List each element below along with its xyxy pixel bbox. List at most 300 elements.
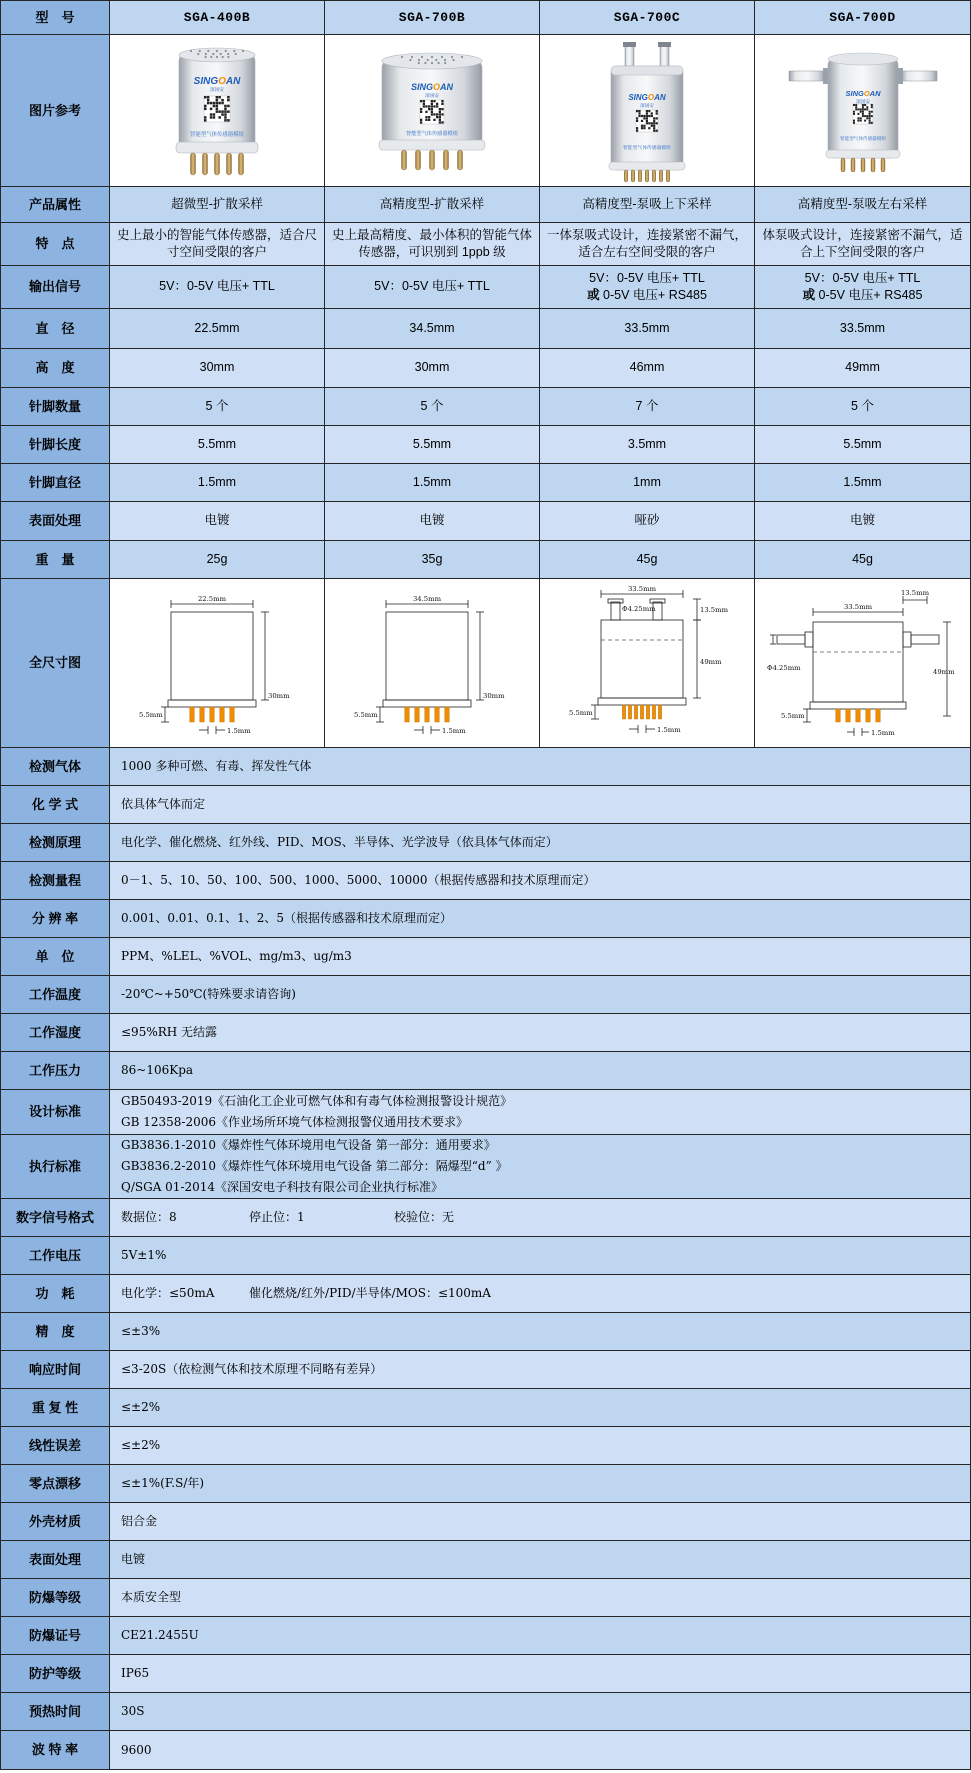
row-label: 单 位: [1, 938, 110, 975]
pin-shape: [200, 707, 204, 722]
info-value: 86~106Kpa: [121, 1063, 194, 1077]
pin-shape: [855, 709, 859, 722]
sensor-photo-svg: [137, 38, 297, 184]
photo-caption: 智能型气体传感器模组: [406, 130, 458, 137]
pin-shape: [628, 705, 631, 719]
spec-value-cell: [325, 502, 540, 540]
spec-value: 25g: [206, 551, 228, 566]
info-value: -20℃~+50℃(特殊要求请咨询): [121, 987, 296, 1001]
spec-row: [1, 541, 970, 579]
row-label: 针脚直径: [1, 464, 110, 501]
spec-value-cell: [755, 223, 970, 265]
spec-value: 高精度型-泵吸左右采样: [797, 196, 928, 211]
dimension-diagram-cell-2: [540, 579, 755, 747]
info-value: ≤±1%(F.S/年): [121, 1476, 205, 1490]
spec-value: 45g: [636, 551, 658, 566]
info-value-segment: 数据位：8: [121, 1210, 177, 1224]
row-label: 精 度: [1, 1313, 110, 1350]
spec-value-cell: [540, 349, 755, 387]
spec-row: [1, 309, 970, 349]
spec-value-cell: [325, 426, 540, 463]
spec-value-cell: [755, 464, 970, 501]
dimension-label: 1.5mm: [442, 727, 466, 735]
spec-value-cell: [540, 309, 755, 348]
info-value-cell: [110, 1503, 970, 1540]
spec-value-cell: [755, 541, 970, 578]
spec-value-cell: [325, 187, 540, 222]
dimension-label: 1.5mm: [870, 729, 895, 737]
pin-shape: [652, 705, 655, 719]
spec-value-cell: [110, 309, 325, 348]
spec-value: 30mm: [199, 360, 235, 375]
row-label: 重 复 性: [1, 1389, 110, 1426]
info-value-cell: [110, 1275, 970, 1312]
pin-shape: [841, 158, 845, 172]
info-value-cell: [110, 1427, 970, 1464]
row-label: 表面处理: [1, 502, 110, 540]
pin-shape: [227, 153, 232, 175]
info-row: [1, 976, 970, 1014]
info-value-cell: [110, 1693, 970, 1730]
spec-value: 45g: [852, 551, 873, 566]
pin-shape: [646, 705, 649, 719]
spec-value-cell: [110, 541, 325, 578]
row-label: 防爆等级: [1, 1579, 110, 1616]
spec-value-cell: [540, 464, 755, 501]
row-label: 防护等级: [1, 1655, 110, 1692]
spec-value-cell: [110, 388, 325, 425]
spec-value-cell: [755, 388, 970, 425]
pin-shape: [458, 150, 463, 170]
spec-value: 5 个: [205, 398, 229, 413]
spec-value: 35g: [421, 551, 443, 566]
row-label: 输出信号: [1, 266, 110, 308]
info-value-cell: [110, 1090, 970, 1134]
pin-shape: [871, 158, 875, 172]
info-value-segment: 电化学：≤50mA: [121, 1286, 215, 1300]
product-photo-2: [540, 35, 755, 186]
spec-row: [1, 187, 970, 223]
info-value-cell: [110, 1135, 970, 1198]
photo-caption: 智能型气体传感器模组: [623, 145, 671, 151]
spec-value-cell: [540, 266, 755, 308]
info-value-cell: [110, 1052, 970, 1089]
spec-value: 5.5mm: [843, 436, 882, 451]
pin-shape: [190, 707, 194, 722]
row-label: 响应时间: [1, 1351, 110, 1388]
pin-shape: [622, 705, 625, 719]
row-label: 特 点: [1, 223, 110, 265]
row-label: 工作湿度: [1, 1014, 110, 1051]
info-value-segment: 停止位：1: [249, 1210, 305, 1224]
info-value: ≤±2%: [121, 1400, 161, 1414]
pin-shape: [851, 158, 855, 172]
pin-shape: [430, 150, 435, 170]
info-row: [1, 1313, 970, 1351]
info-row: [1, 786, 970, 824]
info-value-cell: [110, 824, 970, 861]
dimension-label: Φ4.25mm: [766, 664, 801, 672]
spec-value: 体泵吸式设计，连接紧密不漏气，适合上下空间受限的客户: [762, 227, 963, 259]
pin-shape: [658, 705, 661, 719]
row-label: 数字信号格式: [1, 1199, 110, 1236]
info-value: 0－1、5、10、50、100、500、1000、5000、10000（根据传感器和技术原理而定）: [121, 873, 596, 887]
pin-shape: [845, 709, 849, 722]
dimension-label: 5.5mm: [569, 709, 593, 717]
spec-value: 超微型-扩散采样: [171, 196, 263, 211]
info-value-cell: [110, 748, 970, 785]
info-value-cell: [110, 900, 970, 937]
dimension-label: 5.5mm: [354, 711, 378, 719]
dimension-diagram: [119, 582, 315, 744]
info-value-cell: [110, 1237, 970, 1274]
pin-shape: [640, 705, 643, 719]
row-label: 外壳材质: [1, 1503, 110, 1540]
info-value: 铝合金: [121, 1514, 158, 1528]
row-label: 表面处理: [1, 1541, 110, 1578]
dimension-label: 22.5mm: [197, 595, 227, 603]
pin-shape: [210, 707, 214, 722]
info-value-line: GB 12358-2006《作业场所环境气体检测报警仪通用技术要求》: [121, 1115, 468, 1129]
spec-value-cell: [110, 464, 325, 501]
dimension-diagram-cell-0: [110, 579, 325, 747]
info-row: [1, 748, 970, 786]
info-row: [1, 938, 970, 976]
row-label: 功 耗: [1, 1275, 110, 1312]
dimension-label: 49mm: [932, 668, 955, 676]
pin-shape: [645, 170, 648, 182]
pin-shape: [402, 150, 407, 170]
dimension-diagram-row: [1, 579, 970, 748]
spec-value: 49mm: [845, 360, 880, 375]
pin-shape: [425, 707, 429, 722]
pin-shape: [634, 705, 637, 719]
info-row: [1, 1731, 970, 1769]
row-label-diagram: 全尺寸图: [1, 579, 110, 747]
dimension-diagram-cell-3: [755, 579, 970, 747]
spec-value: 高精度型-泵吸上下采样: [582, 196, 712, 211]
dimension-diagram: [549, 582, 745, 744]
brand-chinese: 深国安: [210, 86, 224, 92]
row-label: 针脚长度: [1, 426, 110, 463]
table-header-row: [1, 1, 970, 35]
row-label: 分 辨 率: [1, 900, 110, 937]
spec-row: [1, 223, 970, 266]
pin-shape: [405, 707, 409, 722]
spec-value-cell: [110, 266, 325, 308]
info-row: [1, 1351, 970, 1389]
spec-row: [1, 464, 970, 502]
pin-shape: [659, 170, 662, 182]
pin-shape: [861, 158, 865, 172]
spec-value-line: 5V：0-5V 电压+ TTL: [374, 279, 490, 294]
spec-value-cell: [755, 266, 970, 308]
spec-value-cell: [755, 349, 970, 387]
pin-shape: [239, 153, 244, 175]
spec-row: [1, 388, 970, 426]
brand-logo: SINGOAN: [410, 81, 454, 92]
model-header-3: SGA-700D: [755, 1, 970, 34]
spec-value-cell: [325, 223, 540, 265]
info-value: 0.001、0.01、0.1、1、2、5（根据传感器和技术原理而定）: [121, 911, 453, 925]
info-row: [1, 1541, 970, 1579]
row-label: 针脚数量: [1, 388, 110, 425]
spec-value: 5 个: [420, 398, 444, 413]
spec-value: 33.5mm: [839, 320, 886, 335]
dimension-label: 5.5mm: [139, 711, 163, 719]
spec-value-cell: [110, 187, 325, 222]
spec-row: [1, 502, 970, 541]
spec-value-line: 或 0-5V 电压+ RS485: [802, 288, 923, 302]
info-value-cell: [110, 1465, 970, 1502]
model-header-2: SGA-700C: [540, 1, 755, 34]
info-value-segment: 催化燃烧/红外/PID/半导体/MOS：≤100mA: [249, 1286, 491, 1300]
spec-value: 哑砂: [634, 513, 660, 528]
info-value-cell: [110, 1389, 970, 1426]
row-label: 设计标准: [1, 1090, 110, 1134]
row-label: 检测量程: [1, 862, 110, 899]
product-photo-1: [325, 35, 540, 186]
model-header-0: SGA-400B: [110, 1, 325, 34]
info-value: ≤95%RH 无结露: [121, 1025, 218, 1039]
dimension-label: 33.5mm: [627, 585, 657, 593]
info-value: ≤±2%: [121, 1438, 161, 1452]
info-row: [1, 1014, 970, 1052]
info-row: [1, 1693, 970, 1731]
info-value-cell: [110, 1731, 970, 1769]
info-row: [1, 1503, 970, 1541]
brand-chinese: 深国安: [640, 102, 654, 108]
spec-value: 高精度型-扩散采样: [379, 196, 485, 211]
spec-value: 7 个: [635, 398, 659, 413]
info-value-cell: [110, 862, 970, 899]
spec-value: 1.5mm: [412, 474, 452, 489]
info-value-cell: [110, 786, 970, 823]
info-value-cell: [110, 976, 970, 1013]
info-row: [1, 862, 970, 900]
spec-value: 史上最小的智能气体传感器，适合尺寸空间受限的客户: [117, 227, 318, 259]
pin-shape: [881, 158, 885, 172]
info-value: 电化学、催化燃烧、红外线、PID、MOS、半导体、光学波导（依具体气体而定）: [121, 835, 558, 849]
info-row: [1, 1617, 970, 1655]
row-label: 工作电压: [1, 1237, 110, 1274]
pin-shape: [445, 707, 449, 722]
row-label: 预热时间: [1, 1693, 110, 1730]
spec-value: 1.5mm: [197, 474, 237, 489]
info-value: ≤3-20S（依检测气体和技术原理不同略有差异）: [121, 1362, 383, 1376]
row-label: 线性误差: [1, 1427, 110, 1464]
pin-shape: [666, 170, 669, 182]
pin-shape: [230, 707, 234, 722]
info-value: ≤±3%: [121, 1324, 161, 1338]
pin-shape: [631, 170, 634, 182]
pin-shape: [444, 150, 449, 170]
info-value-cell: [110, 938, 970, 975]
spec-value-cell: [325, 309, 540, 348]
spec-value-line: 5V：0-5V 电压+ TTL: [159, 279, 275, 294]
brand-logo: SINGOAN: [628, 92, 666, 102]
sensor-photo-svg: [567, 38, 727, 184]
brand-logo: SINGOAN: [193, 75, 241, 87]
spec-row: [1, 349, 970, 388]
info-value: 依具体气体而定: [121, 797, 206, 811]
photo-caption: 智能型气体传感器模组: [839, 135, 886, 141]
spec-value: 30mm: [414, 360, 450, 375]
info-row: [1, 1655, 970, 1693]
spec-value: 1.5mm: [843, 474, 882, 489]
dimension-label: 13.5mm: [900, 589, 929, 597]
info-value: IP65: [121, 1666, 150, 1680]
spec-value-cell: [325, 388, 540, 425]
info-row: [1, 1275, 970, 1313]
spec-value-cell: [325, 266, 540, 308]
pin-shape: [624, 170, 627, 182]
pin-shape: [652, 170, 655, 182]
pin-shape: [875, 709, 879, 722]
info-value-line: GB3836.1-2010《爆炸性气体环境用电气设备 第一部分：通用要求》: [121, 1138, 496, 1152]
spec-value: 22.5mm: [194, 320, 240, 335]
pin-shape: [415, 707, 419, 722]
spec-value-cell: [110, 502, 325, 540]
row-label: 化 学 式: [1, 786, 110, 823]
info-row: [1, 1052, 970, 1090]
info-value: 5V±1%: [121, 1248, 167, 1262]
spec-value: 史上最高精度、最小体积的智能气体传感器，可识别到 1ppb 级: [332, 227, 533, 259]
pin-shape: [220, 707, 224, 722]
pin-shape: [191, 153, 196, 175]
spec-value: 33.5mm: [624, 320, 670, 335]
info-row: [1, 1135, 970, 1199]
row-label: 工作压力: [1, 1052, 110, 1089]
pin-shape: [435, 707, 439, 722]
spec-row: [1, 266, 970, 309]
spec-value-cell: [325, 464, 540, 501]
dimension-label: 34.5mm: [412, 595, 442, 603]
info-value-cell: [110, 1351, 970, 1388]
info-value: 1000 多种可燃、有毒、挥发性气体: [121, 759, 312, 773]
brand-logo: SINGOAN: [844, 88, 881, 98]
spec-value-cell: [755, 187, 970, 222]
spec-value-cell: [110, 426, 325, 463]
spec-row: [1, 426, 970, 464]
spec-value-line: 5V：0-5V 电压+ TTL: [589, 270, 705, 285]
spec-value-cell: [540, 541, 755, 578]
spec-value-cell: [755, 426, 970, 463]
row-label-model: 型 号: [1, 1, 110, 34]
spec-value: 5.5mm: [412, 436, 452, 451]
row-label-image: 图片参考: [1, 35, 110, 186]
row-label: 防爆证号: [1, 1617, 110, 1654]
row-label: 检测气体: [1, 748, 110, 785]
brand-chinese: 深国安: [425, 92, 439, 98]
info-row: [1, 1465, 970, 1503]
row-label: 产品属性: [1, 187, 110, 222]
row-label: 重 量: [1, 541, 110, 578]
pin-shape: [416, 150, 421, 170]
info-value-cell: [110, 1199, 970, 1236]
spec-value-cell: [325, 541, 540, 578]
info-row: [1, 1199, 970, 1237]
info-value-line: Q/SGA 01-2014《深国安电子科技有限公司企业执行标准》: [121, 1180, 444, 1194]
spec-value: 1mm: [633, 474, 661, 489]
product-image-row: [1, 35, 970, 187]
info-value-line: GB3836.2-2010《爆炸性气体环境用电气设备 第二部分：隔爆型“d” 》: [121, 1159, 508, 1173]
info-value: CE21.2455U: [121, 1628, 199, 1642]
info-value-cell: [110, 1617, 970, 1654]
spec-value-cell: [325, 349, 540, 387]
info-value: 电镀: [121, 1552, 146, 1566]
dimension-diagram: [334, 582, 530, 744]
spec-value: 3.5mm: [627, 436, 667, 451]
spec-value: 电镀: [204, 513, 230, 528]
dimension-label: 5.5mm: [780, 712, 805, 720]
info-row: [1, 900, 970, 938]
spec-value: 46mm: [629, 360, 665, 375]
spec-value-cell: [540, 187, 755, 222]
pin-shape: [835, 709, 839, 722]
product-photo-0: [110, 35, 325, 186]
spec-value-line: 5V：0-5V 电压+ TTL: [804, 270, 921, 285]
info-row: [1, 1579, 970, 1617]
spec-value-line: 或 0-5V 电压+ RS485: [587, 288, 707, 302]
dimension-label: 33.5mm: [843, 603, 872, 611]
dimension-label: Φ4.25mm: [622, 605, 656, 613]
pin-shape: [865, 709, 869, 722]
spec-value-cell: [110, 349, 325, 387]
spec-value-cell: [540, 426, 755, 463]
spec-value-cell: [755, 502, 970, 540]
sensor-photo-svg: [352, 38, 512, 184]
dimension-label: 30mm: [268, 692, 290, 700]
info-row: [1, 824, 970, 862]
spec-value: 电镀: [849, 513, 875, 528]
spec-value-cell: [540, 388, 755, 425]
info-value-cell: [110, 1655, 970, 1692]
info-row: [1, 1237, 970, 1275]
spec-value: 5.5mm: [197, 436, 237, 451]
info-value-cell: [110, 1579, 970, 1616]
row-label: 直 径: [1, 309, 110, 348]
spec-value-cell: [540, 223, 755, 265]
spec-value: 电镀: [419, 513, 445, 528]
dimension-label: 30mm: [483, 692, 505, 700]
dimension-label: 13.5mm: [700, 606, 729, 614]
sensor-photo-svg: [783, 38, 943, 184]
info-row: [1, 1427, 970, 1465]
pin-shape: [203, 153, 208, 175]
row-label: 检测原理: [1, 824, 110, 861]
pin-shape: [215, 153, 220, 175]
row-label: 高 度: [1, 349, 110, 387]
info-value-line: GB50493-2019《石油化工企业可燃气体和有毒气体检测报警设计规范》: [121, 1094, 513, 1108]
pin-shape: [638, 170, 641, 182]
dimension-diagram: [765, 582, 961, 744]
info-row: [1, 1090, 970, 1135]
row-label: 执行标准: [1, 1135, 110, 1198]
spec-value-cell: [110, 223, 325, 265]
spec-value-cell: [540, 502, 755, 540]
info-value: 本质安全型: [121, 1590, 182, 1604]
row-label: 零点漂移: [1, 1465, 110, 1502]
spec-value: 5 个: [851, 398, 874, 413]
dimension-label: 1.5mm: [227, 727, 251, 735]
row-label: 工作温度: [1, 976, 110, 1013]
brand-chinese: 深国安: [855, 98, 870, 104]
info-value-segment: 校验位：无: [394, 1210, 455, 1224]
info-value-cell: [110, 1014, 970, 1051]
spec-value: 34.5mm: [409, 320, 455, 335]
info-value-cell: [110, 1541, 970, 1578]
